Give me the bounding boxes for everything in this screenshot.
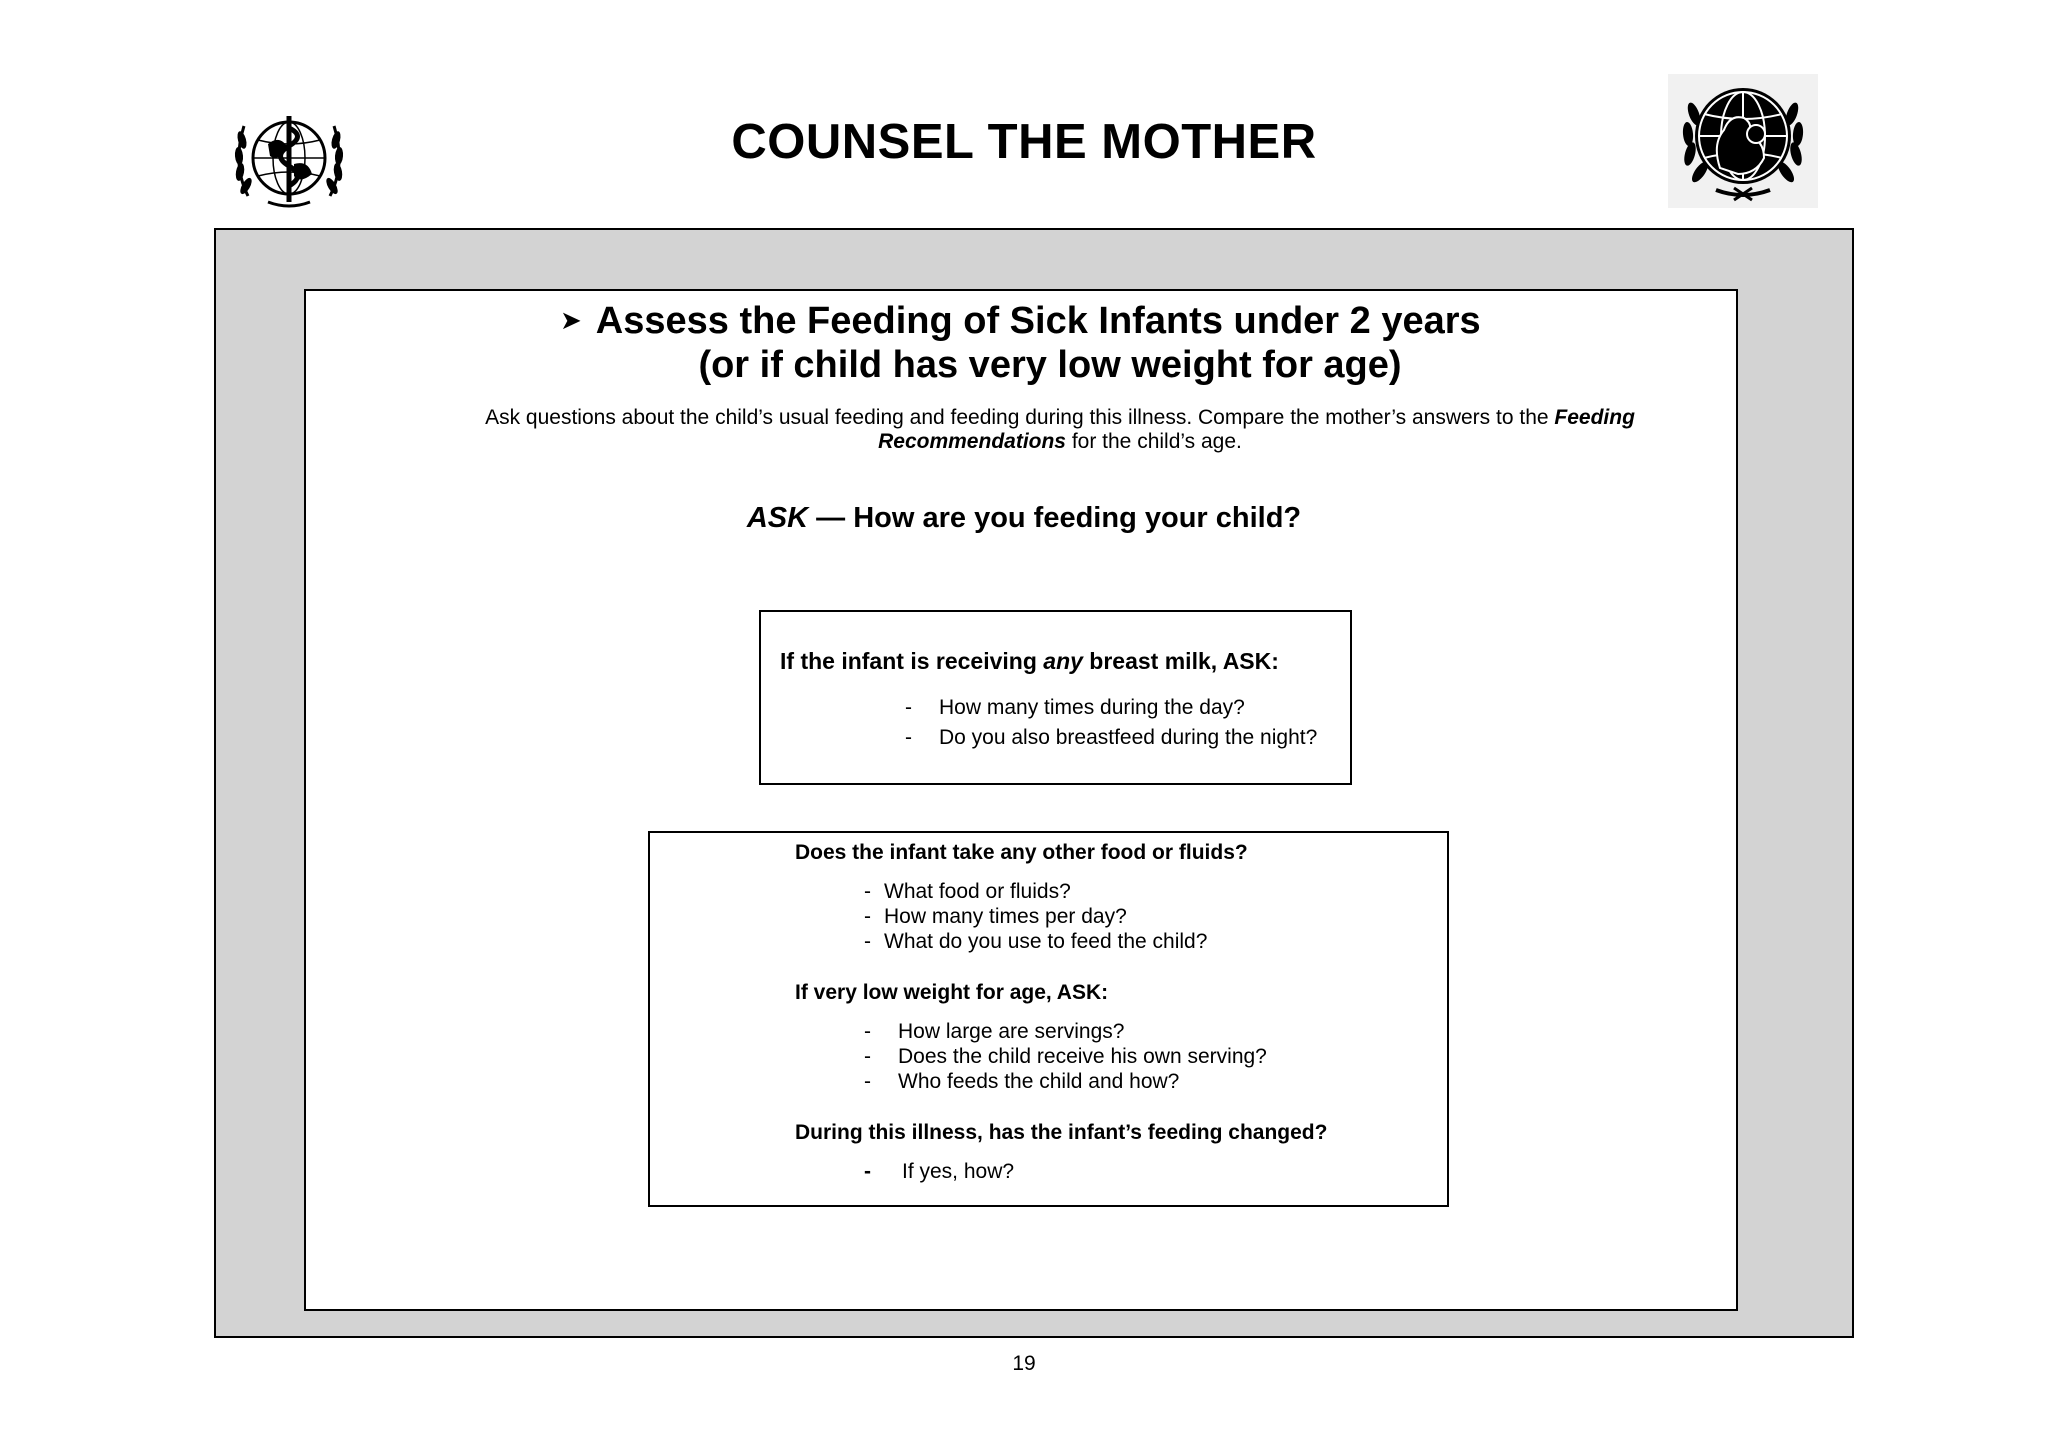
low-weight-heading: If very low weight for age, ASK: <box>795 981 1109 1004</box>
box1-title-part2: breast milk <box>1082 648 1211 674</box>
list-item-text: Does the child receive his own serving? <box>898 1045 1267 1068</box>
list-item: - If yes, how? <box>864 1160 1015 1183</box>
box1-title-part1: If the infant is receiving <box>780 648 1044 674</box>
list-item-text: Who feeds the child and how? <box>898 1070 1180 1093</box>
list-item: - How large are servings? <box>864 1020 1125 1043</box>
list-item: - Does the child receive his own serving? <box>864 1045 1267 1068</box>
intro-text-part1: Ask questions about the child’s usual feeding and feeding during this illness. Compare the mother’s answers to the <box>485 406 1555 429</box>
list-item-text: How many times per day? <box>884 905 1127 928</box>
section-heading-line1: Assess the Feeding of Sick Infants under 2 years <box>595 300 1481 342</box>
illness-feeding-heading: During this illness, has the infant’s feeding changed? <box>795 1121 1328 1144</box>
list-item: - Who feeds the child and how? <box>864 1070 1180 1093</box>
intro-text-emphasis: Feeding Recommendations <box>878 406 1635 453</box>
box1-title-part3: , ASK: <box>1210 648 1279 674</box>
ask-question <box>0 502 2048 535</box>
page-number: 19 <box>1012 1352 1036 1375</box>
list-item-text: What do you use to feed the child? <box>884 930 1208 953</box>
list-item-text: How many times during the day? <box>939 696 1245 719</box>
section-heading-line2: (or if child has very low weight for age) <box>698 344 1402 386</box>
list-item: - How many times per day? <box>864 905 1127 928</box>
list-item: - What food or fluids? <box>864 880 1071 903</box>
breastmilk-box-title <box>780 648 1279 675</box>
list-item-text: Do you also breastfeed during the night? <box>939 726 1318 749</box>
unicef-emblem-icon <box>1668 74 1818 208</box>
intro-text-part2: for the child’s age. <box>1065 430 1242 453</box>
list-item-text: What food or fluids? <box>884 880 1071 903</box>
box1-title-emphasis: any <box>1043 648 1083 674</box>
list-item: - Do you also breastfeed during the night? <box>905 726 1318 749</box>
arrow-bullet-icon: ➤ <box>560 305 582 335</box>
page-title: COUNSEL THE MOTHER <box>731 115 1317 169</box>
list-item-text: If yes, how? <box>902 1160 1015 1183</box>
ask-word: ASK <box>746 502 809 534</box>
list-item: - How many times during the day? <box>905 696 1245 719</box>
other-foods-heading: Does the infant take any other food or fluids? <box>795 841 1248 864</box>
list-item: - What do you use to feed the child? <box>864 930 1208 953</box>
intro-text <box>430 406 1690 454</box>
ask-question-text: — How are you feeding your child? <box>808 502 1302 534</box>
list-item-text: How large are servings? <box>898 1020 1125 1043</box>
section-heading <box>560 300 1481 343</box>
